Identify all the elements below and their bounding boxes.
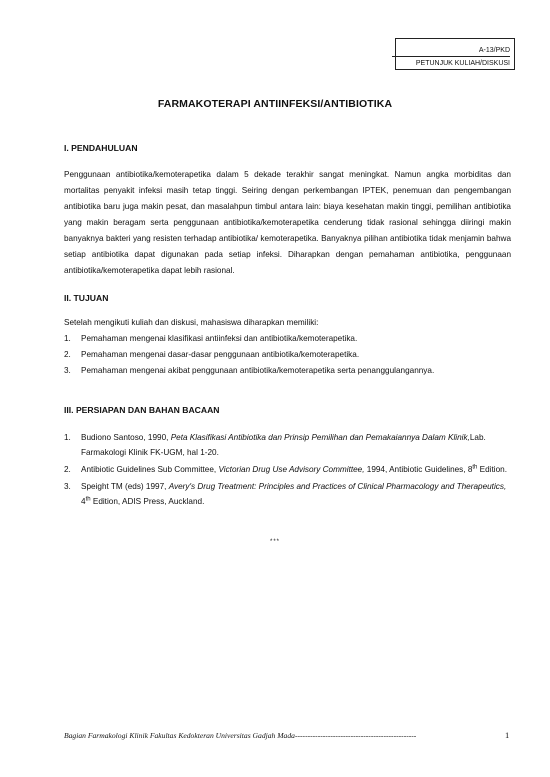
list-item: 2. Pemahaman mengenai dasar-dasar penggunaan antibiotika/kemoterapetika. — [64, 350, 360, 359]
list-item: 3. Pemahaman mengenai akibat penggunaan antibiotika/kemoterapetika serta penanggulangannya. — [64, 366, 435, 375]
document-title: FARMAKOTERAPI ANTIINFEKSI/ANTIBIOTIKA — [157, 98, 393, 110]
tujuan-list — [64, 331, 511, 379]
list-item: 1. Pemahaman mengenai klasifikasi antiinfeksi dan antibiotika/kemoterapetika. — [64, 334, 358, 343]
reference-list — [64, 430, 511, 511]
document-code-box — [395, 38, 515, 70]
document-type-label: PETUNJUK KULIAH/DISKUSI — [392, 56, 510, 69]
page-number: 1 — [505, 730, 510, 740]
section-heading-pendahuluan: I. PENDAHULUAN — [64, 143, 138, 153]
section-heading-tujuan: II. TUJUAN — [64, 293, 109, 303]
document-code: A-13/PKD — [478, 47, 510, 54]
reference-item: 2. Antibiotic Guidelines Sub Committee, Victorian Drug Use Advisory Committee, 1994, Antibiotic Guidelines, 8th Edition. — [64, 464, 507, 474]
reference-item: 1. Budiono Santoso, 1990, Peta Klasifikasi Antibiotika dan Prinsip Pemilihan dan Pemakaiannya Dalam Klinik,Lab. Farmakologi Klinik FK-UGM, hal 1-20. — [64, 433, 486, 457]
reference-item: 3. Speight TM (eds) 1997, Avery's Drug Treatment: Principles and Practices of Clinical Pharmacology and Therapeutics, 4th Edition, ADIS Press, Auckland. — [64, 482, 507, 506]
tujuan-intro: Setelah mengikuti kuliah dan diskusi, mahasiswa diharapkan memiliki: — [64, 318, 319, 327]
section-heading-persiapan: III. PERSIAPAN DAN BAHAN BACAAN — [64, 405, 220, 415]
paragraph-pendahuluan: Penggunaan antibiotika/kemoterapetika dalam 5 dekade terakhir sangat meningkat. Namun angka morbiditas dan mortalitas penyakit infeksi masih tetap tinggi. Seiring dengan perkembangan IPTEK, penemuan dan pengembangan antibiotika baru juga makin pesat, dan masalahpun timbul antara lain: biaya kesehatan makin tinggi, pemilihan antibiotika yang makin beragam serta penggunaan antibiotika/kemoterapetika cenderung tidak rasional sehingga diiringi makin banyaknya bakteri yang resisten terhadap antibiotika/ kemoterapetika. Banyaknya pilihan antibiotika tidak menjamin bahwa setiap antibiotika dapat digunakan pada setiap infeksi. Diharapkan dengan pemahaman antibiotika, penggunaan antibiotika/kemoterapetika dapat lebih rasional. — [64, 170, 511, 275]
footer-institution: Bagian Farmakologi Klinik Fakultas Kedokteran Universitas Gadjah Mada------------------------------------------------ — [64, 731, 417, 740]
section-separator: *** — [269, 539, 280, 545]
